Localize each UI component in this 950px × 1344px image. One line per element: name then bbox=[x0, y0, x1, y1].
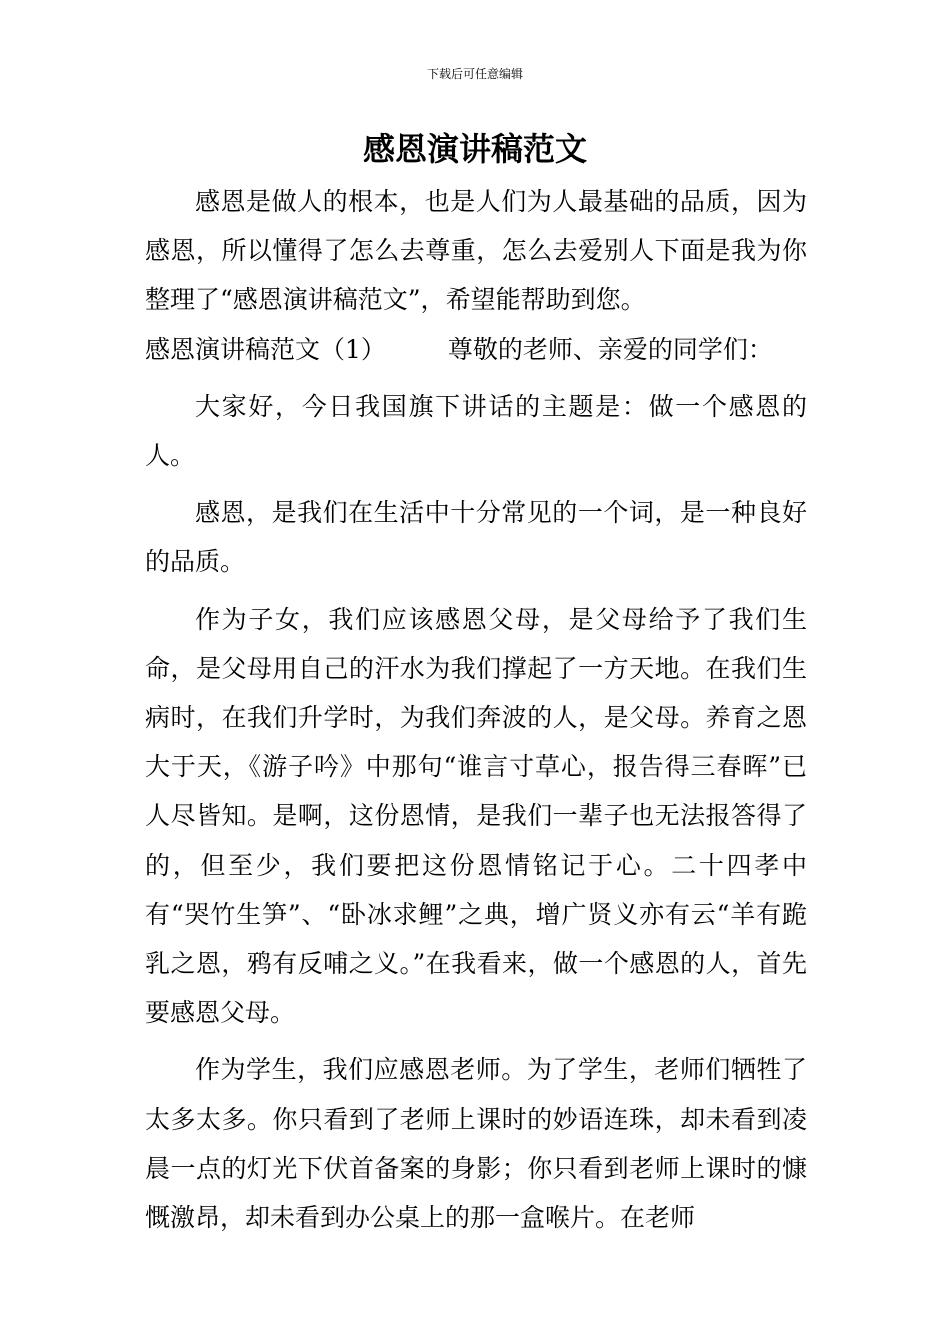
document-title: 感恩演讲稿范文 bbox=[362, 130, 587, 168]
intro-paragraph: 感恩是做人的根本，也是人们为人最基础的品质，因为感恩，所以懂得了怎么去尊重，怎么去爱别人下面是我为你整理了“感恩演讲稿范文”，希望能帮助到您。 bbox=[145, 187, 807, 315]
body-paragraph-4: 作为学生，我们应感恩老师。为了学生，老师们牺牲了太多太多。你只看到了老师上课时的妙语连珠，却未看到凌晨一点的灯光下伏首备案的身影；你只看到老师上课时的慷慨激昂，却未看到办公桌上的那一盒喉片。在老师 bbox=[145, 1055, 807, 1233]
body-paragraph-1: 大家好，今日我国旗下讲话的主题是：做一个感恩的人。 bbox=[145, 391, 807, 471]
body-paragraph-3: 作为子女，我们应该感恩父母，是父母给予了我们生命，是父母用自己的汗水为我们撑起了一方天地。在我们生病时，在我们升学时，为我们奔波的人，是父母。养育之恩大于天，《游子吟》中那句“谁言寸草心，报告得三春晖”已人尽皆知。是啊，这份恩情，是我们一辈子也无法报答得了的，但至少，我们要把这份恩情铭记于心。二十四孝中有“哭竹生笋”、“卧冰求鲤”之典，增广贤义亦有云“羊有跪乳之恩，鸦有反哺之义。”在我看来，做一个感恩的人，首先要感恩父母。 bbox=[145, 604, 807, 1028]
page-header-note: 下载后可任意编辑 bbox=[426, 67, 523, 81]
greeting-text: 尊敬的老师、亲爱的同学们： bbox=[447, 334, 773, 364]
section-heading: 感恩演讲稿范文（1） bbox=[145, 334, 386, 364]
document-body bbox=[145, 177, 807, 1242]
section-heading-line bbox=[145, 325, 807, 374]
body-paragraph-2: 感恩，是我们在生活中十分常见的一个词，是一种良好的品质。 bbox=[145, 498, 807, 577]
